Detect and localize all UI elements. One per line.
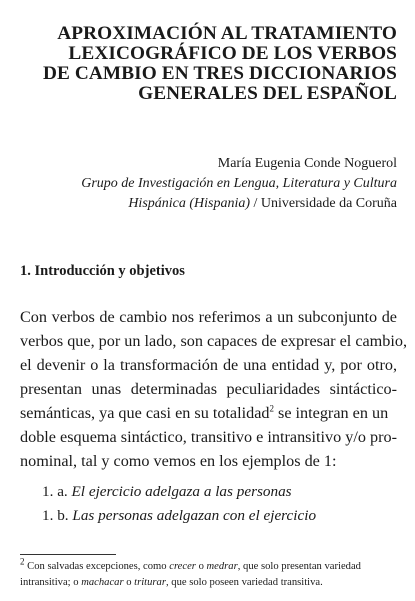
paragraph-line: verbos que, por un lado, son capaces de expresar el cambio,	[20, 332, 408, 350]
paragraph-line: Con verbos de cambio nos referimos a un subconjunto de	[20, 308, 397, 326]
article-title	[20, 24, 397, 104]
paragraph-line: el devenir o la transformación de una entidad y, por otro,	[20, 356, 397, 374]
example-label: 1. b.	[42, 507, 69, 524]
example-item	[42, 504, 316, 528]
paragraph-line	[20, 401, 397, 425]
footnote-term: triturar	[134, 577, 166, 588]
footnote-term: medrar	[206, 561, 238, 572]
example-text: El ejercicio adelgaza a las personas	[71, 483, 292, 500]
title-line: LEXICOGRÁFICO DE LOS VERBOS	[68, 43, 397, 64]
example-list	[42, 480, 316, 528]
footnote-ref[interactable]: 2	[269, 403, 274, 414]
body-paragraph	[20, 305, 408, 473]
title-line: DE CAMBIO EN TRES DICCIONARIOS	[42, 63, 397, 84]
paragraph-line: nominal, tal y como vemos en los ejemplos de 1:	[20, 452, 337, 470]
footnote-term: machacar	[81, 577, 124, 588]
example-text: Las personas adelgazan con el ejercicio	[72, 507, 317, 524]
paragraph-line: doble esquema sintáctico, transitivo e intransitivo y/o pro-	[20, 428, 397, 446]
footnote-divider	[20, 554, 116, 555]
footnote	[20, 556, 400, 591]
footnote-term: crecer	[169, 561, 196, 572]
footnote-text: o	[123, 577, 135, 588]
author-name: María Eugenia Conde Noguerol	[217, 156, 397, 171]
affiliation-university: Universidade da Coruña	[260, 196, 397, 211]
example-label: 1. a.	[42, 483, 68, 500]
footnote-line	[20, 575, 400, 591]
footnote-mark: 2	[20, 556, 25, 567]
footnote-text: o	[195, 561, 207, 572]
title-line: APROXIMACIÓN AL TRATAMIENTO	[57, 23, 397, 44]
affiliation-line2	[81, 194, 397, 214]
paragraph-line: presentan unas determinadas peculiaridades sintáctico-	[20, 380, 397, 398]
author-block	[81, 154, 397, 214]
section-heading: 1. Introducción y objetivos	[20, 263, 185, 279]
affiliation-group-line1: Grupo de Investigación en Lengua, Literatura y Cultura	[81, 176, 397, 191]
example-item	[42, 480, 316, 504]
affiliation-group-line2: Hispánica (Hispania)	[128, 196, 251, 211]
affiliation-separator: /	[250, 196, 261, 211]
footnote-text: intransitiva; o	[20, 577, 82, 588]
footnote-text: , que solo presentan variedad	[237, 561, 361, 572]
footnote-text: Con salvadas excepciones, como	[24, 561, 170, 572]
footnote-line	[20, 556, 400, 575]
footnote-text: , que solo poseen variedad transitiva.	[165, 577, 323, 588]
paragraph-text: semánticas, ya que casi en su totalidad	[20, 404, 270, 422]
title-line: GENERALES DEL ESPAÑOL	[138, 83, 397, 104]
paragraph-text: se integran en un	[273, 404, 389, 422]
